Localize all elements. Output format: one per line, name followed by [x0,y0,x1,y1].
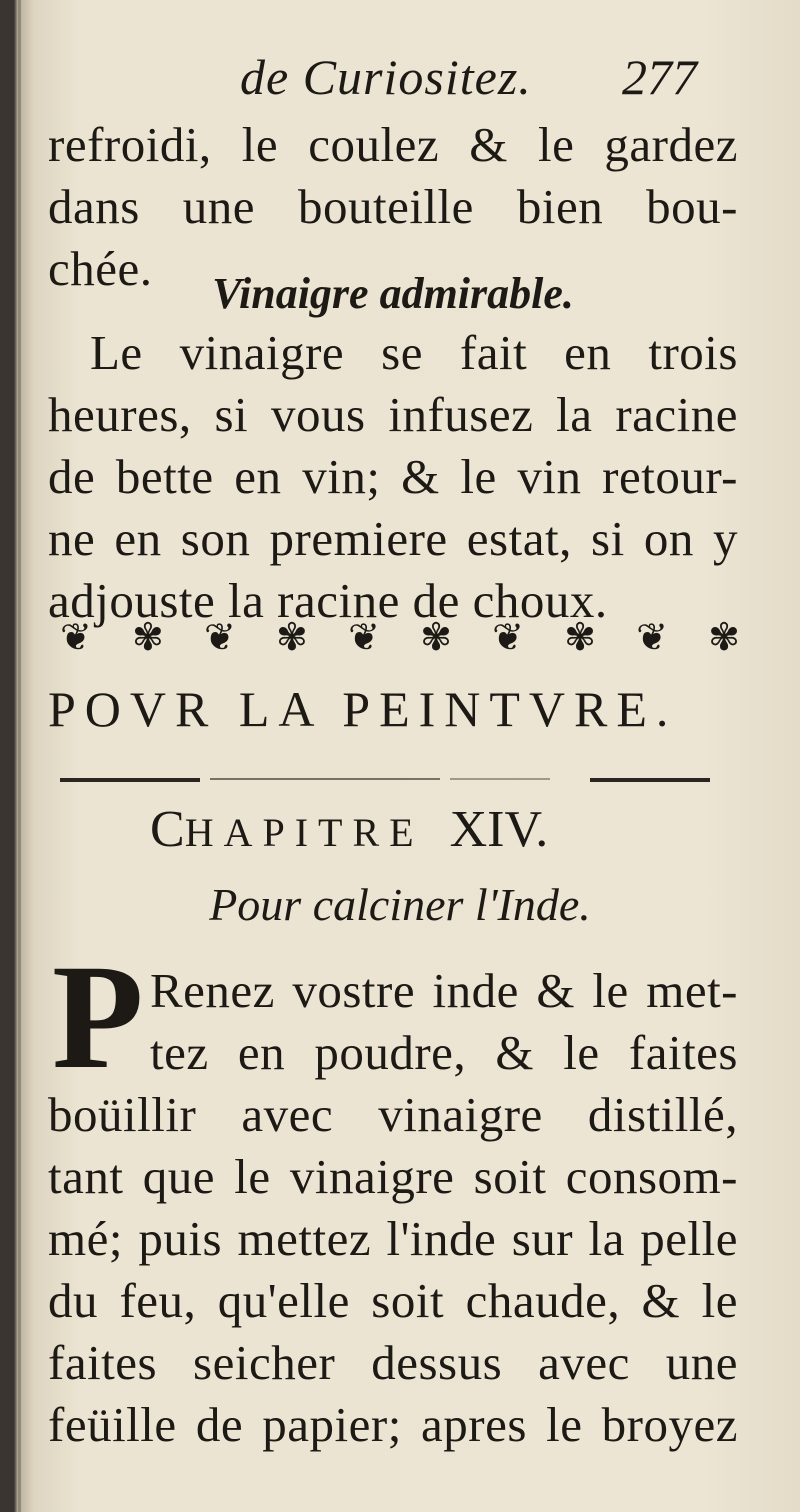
fleuron-icon: ✾ [420,615,452,659]
text-line: tant que le vinaigre soit consom- [48,1149,738,1204]
text-line: feüille de papier; apres le broyez [48,1397,738,1452]
page-header [0,40,800,120]
fleuron-icon: ❦ [492,615,524,659]
chapter-subtitle: Pour calciner l'Inde. [209,879,591,930]
text-line: refroidi, le coulez & le gardez [48,117,738,172]
page-gutter [18,0,21,1512]
ornament-band [60,612,740,662]
fleuron-icon: ❦ [636,615,668,659]
text-line: tez en poudre, & le faites [150,1025,738,1080]
fleuron-icon: ✾ [708,615,740,659]
text-line: dans une bouteille bien bou- [48,179,738,234]
fleuron-icon: ✾ [276,615,308,659]
divider-rule [590,778,710,782]
fleuron-icon: ❦ [60,615,92,659]
text-line: Le vinaigre se fait en trois [90,325,738,380]
fleuron-icon: ✾ [132,615,164,659]
divider-rule [210,778,440,780]
subtitle-wrap [0,878,800,931]
text-line: boüillir avec vinaigre distillé, [48,1087,738,1142]
fleuron-icon: ❦ [348,615,380,659]
text-line: Renez vostre inde & le met- [150,963,738,1018]
text-line: faites seicher dessus avec une [48,1335,738,1390]
running-title: de Curiositez. [240,49,532,105]
heading-vinaigre: Vinaigre admirable. [212,269,574,318]
chapter-numeral: XIV. [449,801,549,858]
fleuron-icon: ✾ [564,615,596,659]
divider-rule [60,778,200,782]
chapter-first-letter: C [150,801,185,858]
fleuron-icon: ❦ [204,615,236,659]
text-line: de bette en vin; & le vin retour- [48,449,738,504]
chapter-heading [150,800,670,859]
text-line: adjouste la racine de choux. [48,573,608,628]
text-line: ne en son premiere estat, si on y [48,511,738,566]
text-line: mé; puis mettez l'inde sur la pelle [48,1211,738,1266]
text-line: du feu, qu'elle soit chaude, & le [48,1273,738,1328]
section-title: POVR LA PEINTVRE. [48,681,678,737]
text-line: chée. [48,241,153,296]
text-line: heures, si vous infusez la racine [48,387,738,442]
page-number: 277 [622,49,697,105]
heading-vinaigre-wrap [48,268,738,319]
main-paragraph [48,1084,738,1456]
vinaigre-paragraph [48,322,738,632]
divider-rule [450,778,550,780]
main-paragraph-indented [150,960,738,1084]
chapter-word: HAPITRE [184,810,424,855]
drop-cap: P [52,934,144,1100]
